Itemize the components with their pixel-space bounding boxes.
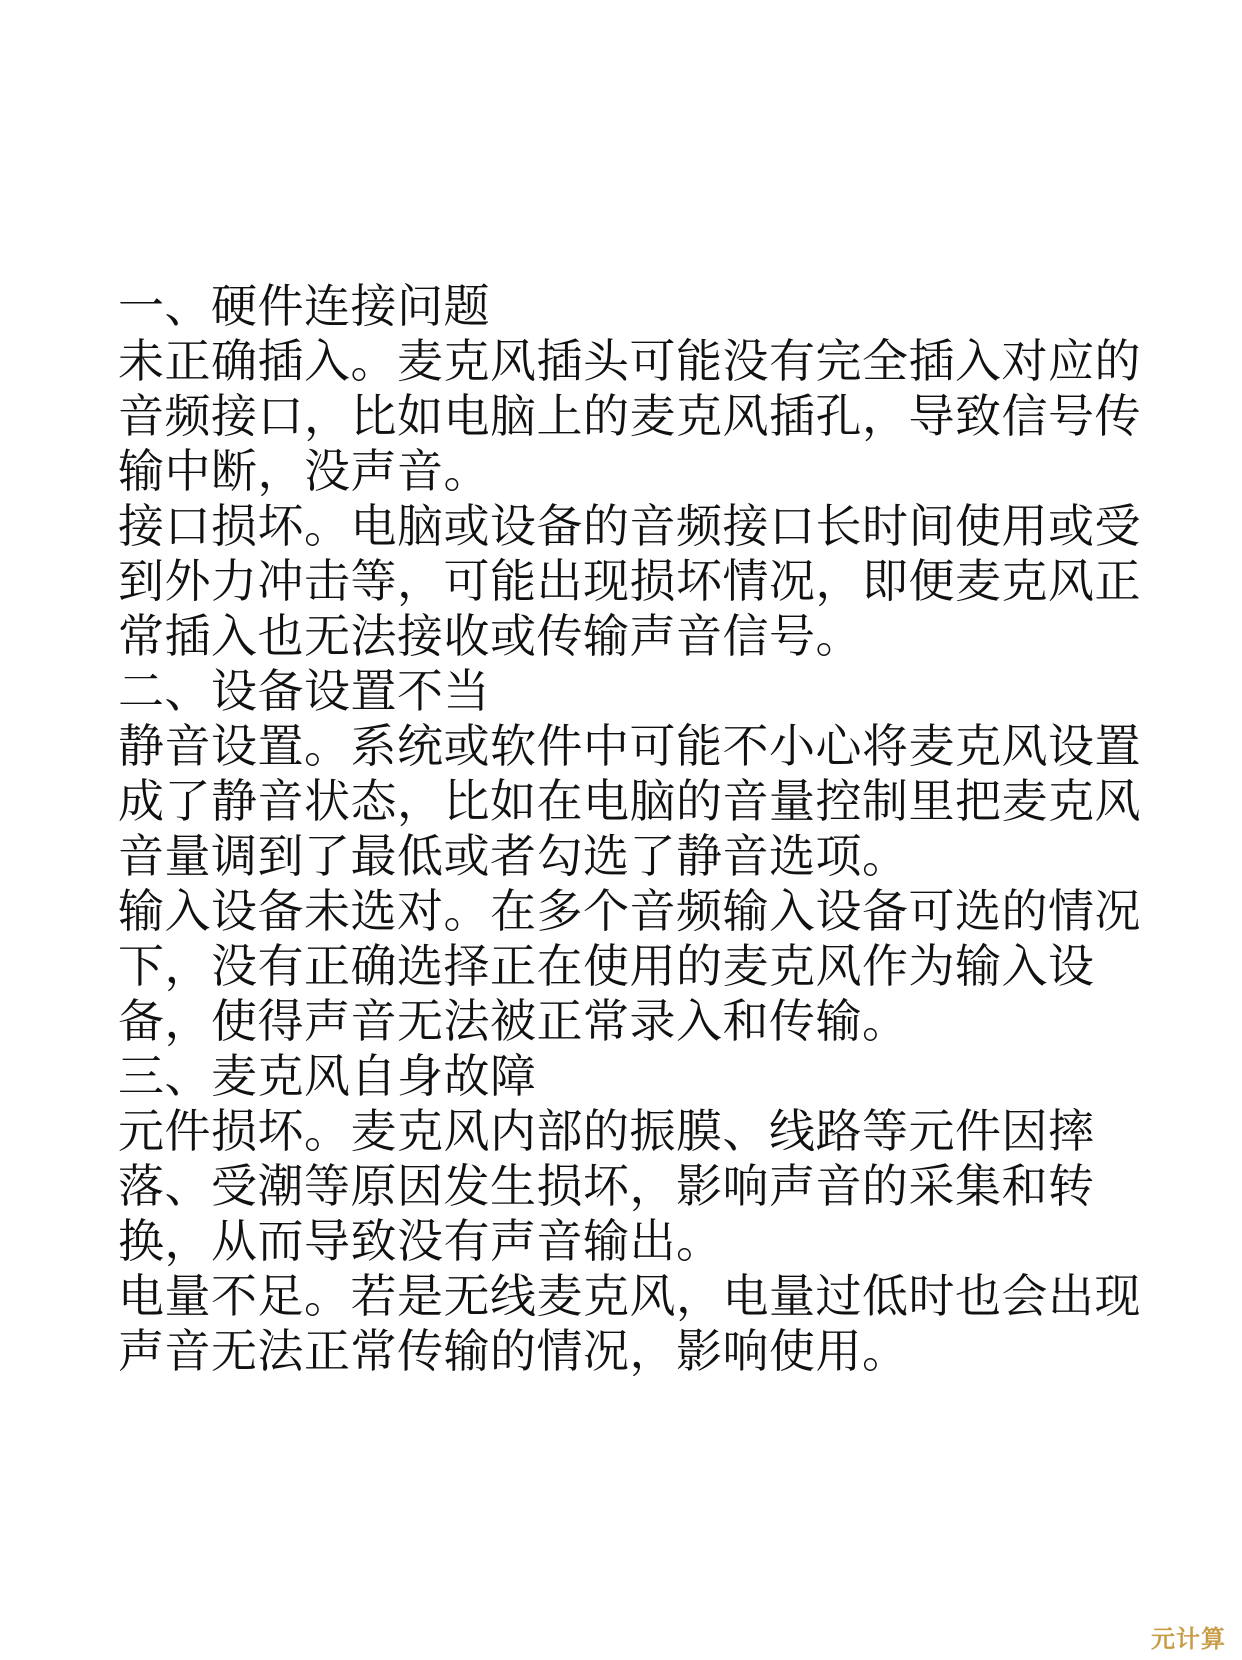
watermark-logo: 元计算 (1151, 1625, 1226, 1653)
paragraph-line: 备，使得声音无法被正常录入和传输。 (118, 994, 909, 1048)
section-heading: 三、麦克风自身故障 (118, 1049, 537, 1103)
paragraph (118, 719, 1141, 884)
paragraph-line: 成了静音状态，比如在电脑的音量控制里把麦克风 (118, 774, 1141, 828)
paragraph-line: 落、受潮等原因发生损坏，影响声音的采集和转 (118, 1159, 1095, 1213)
section-hardware (118, 279, 1141, 664)
paragraph (118, 334, 1141, 499)
section-microphone-fault (118, 1049, 1141, 1379)
paragraph (118, 1269, 1141, 1379)
section-heading: 二、设备设置不当 (118, 664, 490, 718)
paragraph-line: 音频接口，比如电脑上的麦克风插孔，导致信号传 (118, 389, 1141, 443)
paragraph-line: 输中断，没声音。 (118, 444, 490, 498)
paragraph (118, 499, 1141, 664)
paragraph-line: 声音无法正常传输的情况，影响使用。 (118, 1324, 909, 1378)
paragraph-line: 下，没有正确选择正在使用的麦克风作为输入设 (118, 939, 1095, 993)
paragraph-line: 未正确插入。麦克风插头可能没有完全插入对应的 (118, 334, 1141, 388)
paragraph-line: 静音设置。系统或软件中可能不小心将麦克风设置 (118, 719, 1141, 773)
paragraph-line: 电量不足。若是无线麦克风，电量过低时也会出现 (118, 1269, 1141, 1323)
paragraph-line: 换，从而导致没有声音输出。 (118, 1214, 723, 1268)
paragraph-line: 到外力冲击等，可能出现损坏情况，即便麦克风正 (118, 554, 1141, 608)
section-heading: 一、硬件连接问题 (118, 279, 490, 333)
paragraph-line: 常插入也无法接收或传输声音信号。 (118, 609, 862, 663)
article-body (118, 279, 1141, 1379)
paragraph-line: 音量调到了最低或者勾选了静音选项。 (118, 829, 909, 883)
section-settings (118, 664, 1141, 1049)
paragraph-line: 接口损坏。电脑或设备的音频接口长时间使用或受 (118, 499, 1141, 553)
paragraph-line: 输入设备未选对。在多个音频输入设备可选的情况 (118, 884, 1141, 938)
paragraph (118, 1104, 1138, 1269)
paragraph (118, 884, 1141, 1049)
paragraph-line: 元件损坏。麦克风内部的振膜、线路等元件因摔 (118, 1104, 1095, 1158)
